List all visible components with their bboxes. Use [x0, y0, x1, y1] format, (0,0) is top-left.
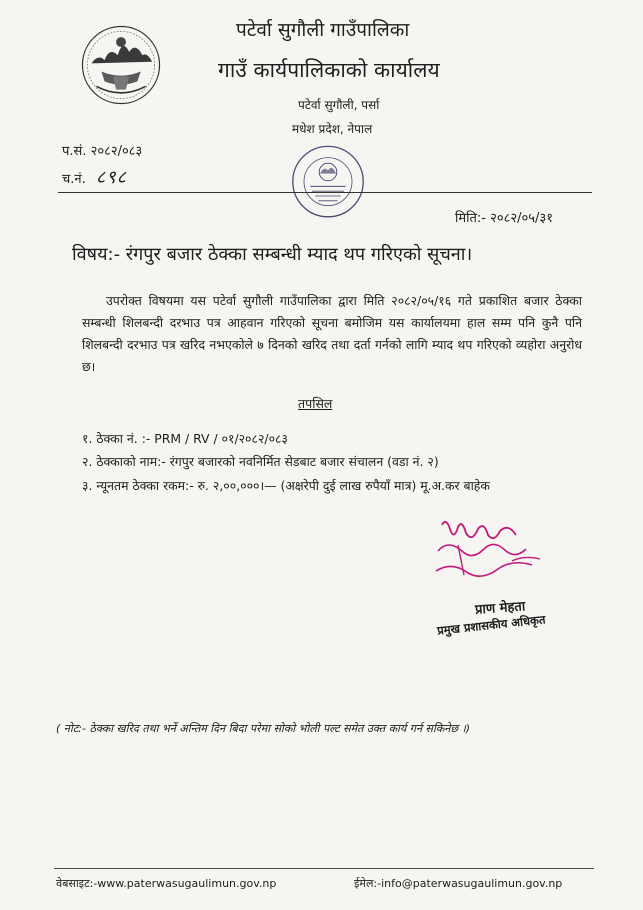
- details-heading: तपसिल: [298, 396, 333, 411]
- footer-email: ईमेल:-info@paterwasugaulimun.gov.np: [354, 877, 563, 890]
- list-item: १. ठेक्का नं. :- PRM / RV / ०१/२०८२/०८३: [82, 431, 288, 446]
- list-item: ३. न्यूनतम ठेक्का रकम:- रु. २,००,०००।— (अक्षरेपी दुई लाख रुपैयाँ मात्र) मू.अ.कर बाहेक: [82, 478, 490, 493]
- address-line-2: मधेश प्रदेश, नेपाल: [292, 122, 373, 136]
- list-item: २. ठेक्काको नाम:- रंगपुर बजारको नवनिर्मित सेडबाट बजार संचालन (वडा नं. २): [82, 454, 439, 469]
- dispatch-handwritten-number: ८९८: [95, 167, 127, 188]
- handwritten-signature: [428, 515, 548, 597]
- nepal-emblem-logo: [80, 24, 162, 106]
- signer-title: प्रमुख प्रशासकीय अधिकृत: [436, 612, 547, 638]
- office-stamp: [288, 138, 368, 222]
- signer-name: प्राण मेहता: [474, 599, 526, 618]
- letter-date: मिति:- २०८२/०५/३१: [455, 211, 553, 226]
- header-divider: [58, 192, 592, 193]
- body-paragraph: [82, 290, 582, 378]
- footer-website: वेबसाइट:-www.paterwasugaulimun.gov.np: [56, 877, 277, 890]
- reference-number: प.सं. २०८२/०८३: [62, 144, 143, 159]
- footer-divider: [54, 868, 594, 869]
- subject-line: विषय:- रंगपुर बजार ठेक्का सम्बन्धी म्याद थप गरिएको सूचना।: [72, 244, 473, 265]
- dispatch-number: [62, 165, 127, 189]
- org-name: पटेर्वा सुगौली गाउँपालिका: [236, 19, 410, 41]
- body-text: उपरोक्त विषयमा यस पटेर्वा सुगौली गाउँपालिका द्वारा मिति २०८२/०५/१६ गते प्रकाशित बजार ठेक्का सम्बन्धी शिलबन्दी दरभाउ पत्र आहवान गरिएको सूचना बमोजिम यस कार्यालयमा हाल सम्म पनि कुनै पनि शिलबन्दी दरभाउ पत्र खरिद नभएकोले ७ दिनको खरिद तथा दर्ता गर्नको लागि म्याद थप गरिएको व्यहोरा अनुरोध छ।: [82, 293, 582, 374]
- address-line-1: पटेर्वा सुगौली, पर्सा: [298, 98, 380, 112]
- office-name: गाउँ कार्यपालिकाको कार्यालय: [218, 58, 440, 82]
- dispatch-label: च.नं.: [62, 172, 86, 187]
- note-text: ( नोट:- ठेक्का खरिद तथा भर्ने अन्तिम दिन बिदा परेमा सोको भोली पल्ट समेत उक्त कार्य गर्न सकिनेछ ।): [56, 722, 471, 735]
